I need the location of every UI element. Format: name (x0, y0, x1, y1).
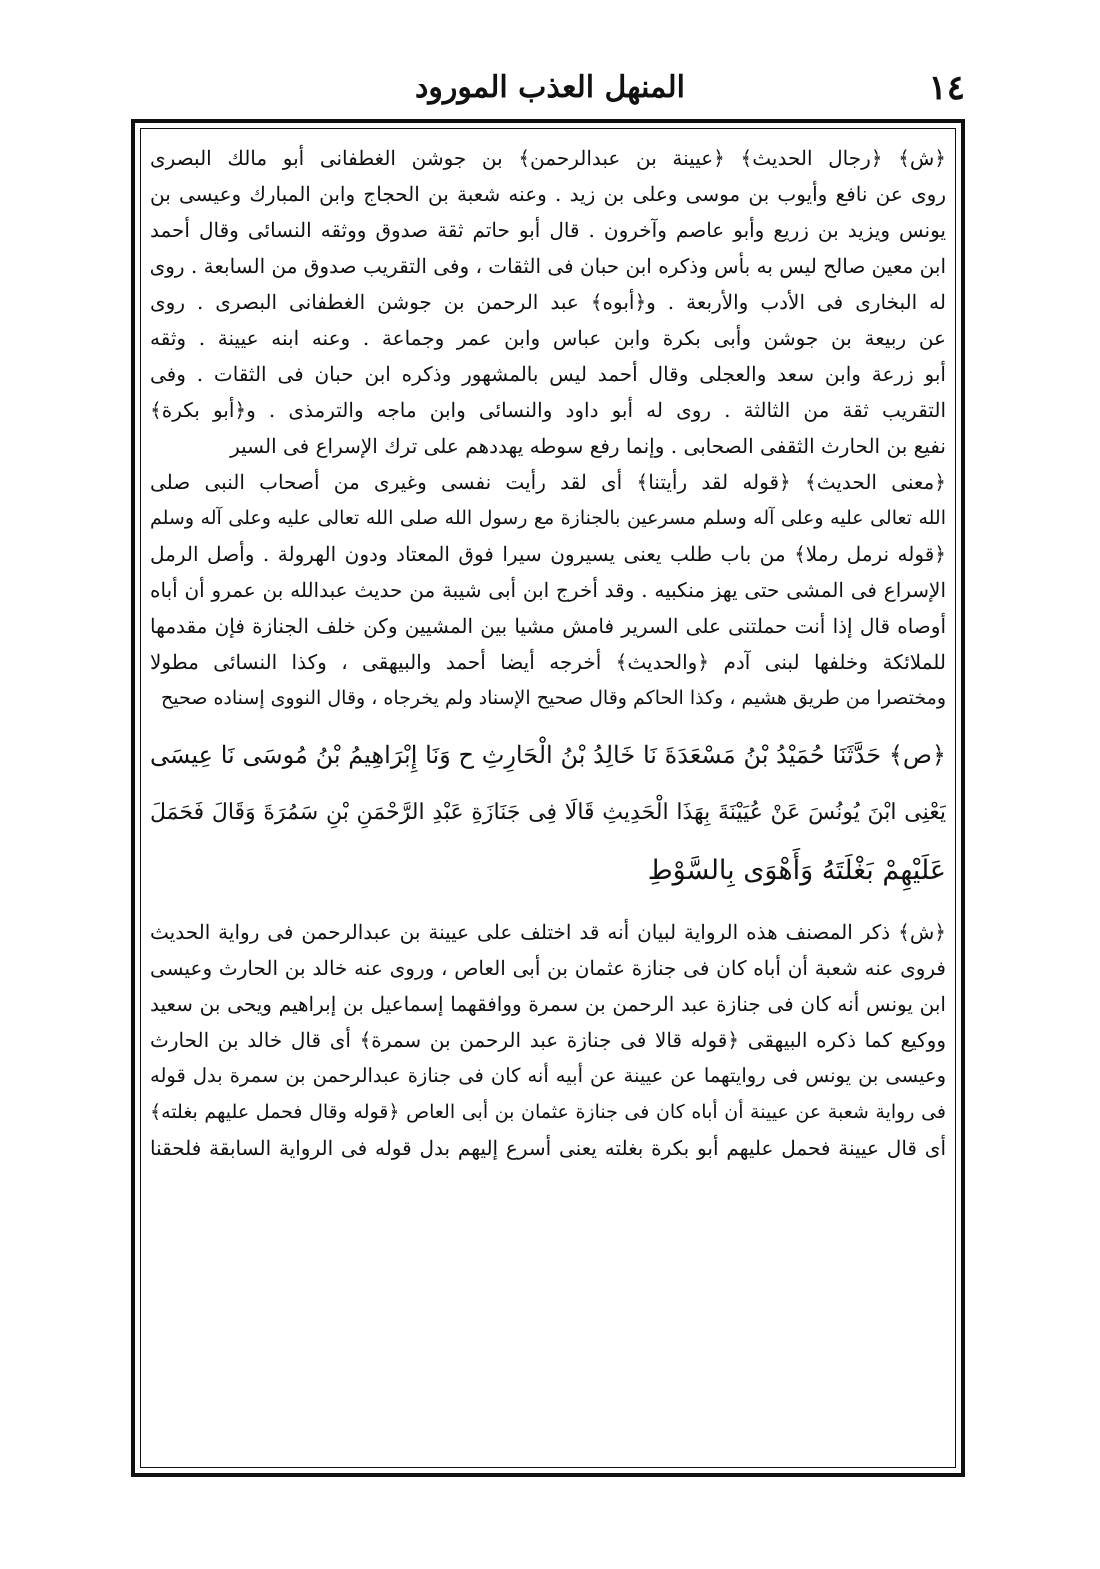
text-line: روى عن نافع وأيوب بن موسى وعلى بن زيد . وعنه شعبة بن الحجاج وابن المبارك وعيسى بن (150, 182, 946, 206)
text-line: عن ربيعة بن جوشن وأبى بكرة وابن عباس وابن عمر وجماعة . وعنه ابنه عيينة . وثقه (150, 326, 946, 350)
text-line: نفيع بن الحارث الثقفى الصحابى . وإنما رفع سوطه يهددهم على ترك الإسراع فى السير (230, 434, 946, 458)
text-line: التقريب ثقة من الثالثة . روى له أبو داود والنسائى وابن ماجه والترمذى . و﴿أبو بكرة﴾ (150, 398, 946, 422)
text-line: أى قال عيينة فحمل عليهم أبو بكرة بغلته يعنى أسرع إليهم بدل قوله فى الرواية السابقة فلحقنا (150, 1136, 946, 1160)
text-line: ابن يونس أنه كان فى جنازة عبد الرحمن بن سمرة ووافقهما إسماعيل بن إبراهيم ويحى بن سعيد (150, 992, 946, 1016)
text-line: ووكيع كما ذكره البيهقى ﴿قوله قالا فى جنازة عبد الرحمن بن سمرة﴾ أى قال خالد بن الحارث (150, 1028, 946, 1052)
commentary-narrators (150, 140, 946, 464)
page-header (135, 64, 965, 114)
text-line: ﴿قوله نرمل رملا﴾ من باب طلب يعنى يسيرون سيرا فوق المعتاد ودون الهرولة . وأصل الرمل (150, 542, 946, 566)
text-line: الإسراع فى المشى حتى يهز منكبيه . وقد أخرج ابن أبى شيبة من حديث عبدالله بن عمرو أن أباه (150, 578, 946, 602)
page-content (150, 140, 946, 1460)
hadith-text (150, 726, 946, 900)
text-line: ﴿ش﴾ ﴿رجال الحديث﴾ ﴿عيينة بن عبدالرحمن﴾ بن جوشن الغطفانى أبو مالك البصرى (150, 146, 946, 170)
hadith-line: ﴿ص﴾ حَدَّثَنَا حُمَيْدُ بْنُ مَسْعَدَةَ نَا خَالِدُ بْنُ الْحَارِثِ ح وَنَا إِبْرَاهِيمُ بْنُ مُوسَى نَا عِيسَى (150, 741, 946, 769)
text-line: الله تعالى عليه وعلى آله وسلم مسرعين بالجنازة مع رسول الله صلى الله تعالى عليه وعلى آله وسلم (150, 507, 946, 529)
text-line: ﴿ش﴾ ذكر المصنف هذه الرواية لبيان أنه قد اختلف على عيينة بن عبدالرحمن فى رواية الحديث (150, 920, 946, 944)
page-number: ١٤ (928, 68, 965, 108)
text-line: ابن معين صالح ليس به بأس وذكره ابن حبان فى الثقات ، وفى التقريب صدوق من السابعة . روى (150, 254, 946, 278)
hadith-line: عَلَيْهِمْ بَغْلَتَهُ وَأَهْوَى بِالسَّوْطِ (647, 855, 946, 886)
text-line: وعيسى بن يونس فى روايتهما عن عيينة عن أبيه أنه كان فى جنازة عبدالرحمن بن سمرة بدل قوله (150, 1064, 946, 1087)
running-title: المنهل العذب المورود (415, 70, 685, 105)
text-line: ﴿معنى الحديث﴾ ﴿قوله لقد رأيتنا﴾ أى لقد رأيت نفسى وغيرى من أصحاب النبى صلى (150, 470, 946, 494)
text-line: فروى عنه شعبة أن أباه كان فى جنازة عثمان بن أبى العاص ، وروى عنه خالد بن الحارث وعيسى (150, 956, 946, 980)
text-line: له البخارى فى الأدب والأربعة . و﴿أبوه﴾ عبد الرحمن بن جوشن الغطفانى البصرى . روى (150, 290, 946, 314)
commentary-second-narration (150, 914, 946, 1166)
text-line: أوصاه قال إذا أنت حملتنى على السرير فامش مشيا بين المشيين وكن خلف الجنازة فإن مقدمها (150, 614, 946, 638)
text-line: يونس ويزيد بن زريع وأبو عاصم وآخرون . قال أبو حاتم ثقة صدوق ووثقه النسائى وقال أحمد (150, 218, 946, 242)
text-line: ومختصرا من طريق هشيم ، وكذا الحاكم وقال صحيح الإسناد ولم يخرجاه ، وقال النووى إسناده صحيح (161, 687, 946, 709)
commentary-meaning (150, 464, 946, 716)
text-line: فى رواية شعبة عن عيينة أن أباه كان فى جنازة عثمان بن أبى العاص ﴿قوله وقال فحمل عليهم بغلته﴾ (150, 1101, 946, 1123)
hadith-line: يَعْنِى ابْنَ يُونُسَ عَنْ عُيَيْنَةَ بِهَذَا الْحَدِيثِ قَالَا فِى جَنَازَةِ عَبْدِ الرَّحْمَنِ بْنِ سَمُرَةَ وَقَالَ فَحَمَلَ (150, 800, 946, 825)
text-line: للملائكة وخلفها لبنى آدم ﴿والحديث﴾ أخرجه أيضا أحمد والبيهقى ، وكذا النسائى مطولا (150, 650, 946, 674)
text-line: أبو زرعة وابن سعد والعجلى وقال أحمد ليس بالمشهور وذكره ابن حبان فى الثقات . وفى (150, 362, 946, 386)
